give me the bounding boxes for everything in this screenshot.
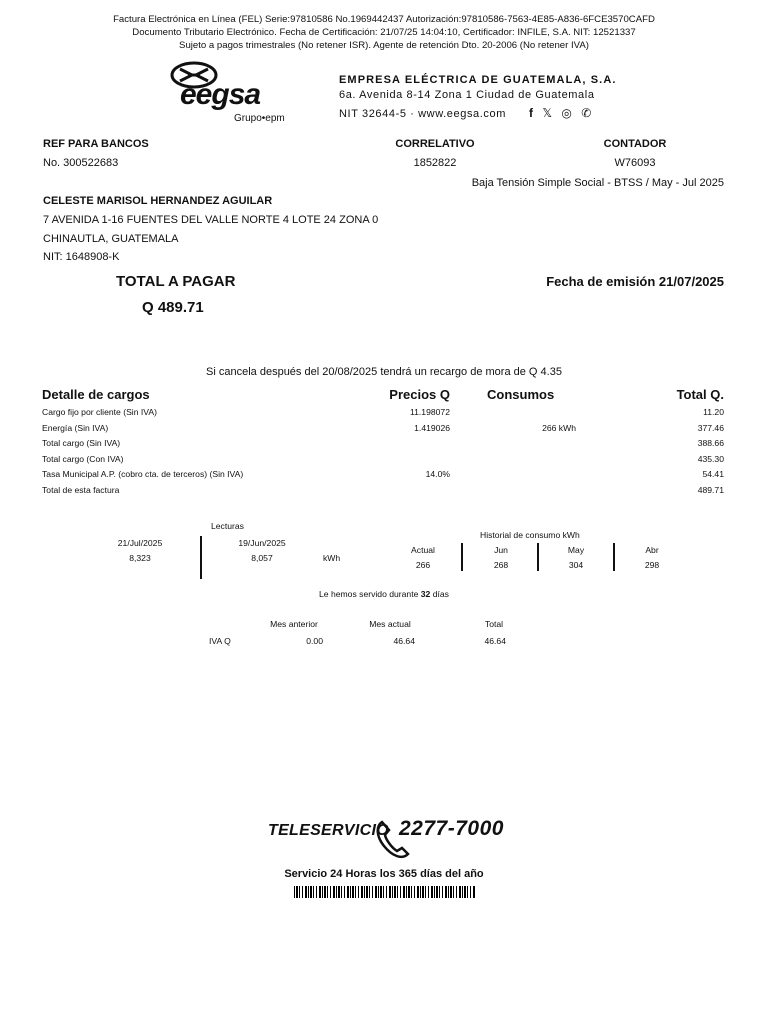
history-month-value: 304 bbox=[568, 560, 584, 570]
reading-value-current: 8,323 bbox=[129, 553, 151, 563]
eegsa-logo bbox=[166, 58, 290, 128]
table-row-label: Total de esta factura bbox=[42, 485, 120, 495]
table-row-label: Tasa Municipal A.P. (cobro cta. de terceros) (Sin IVA) bbox=[42, 469, 244, 479]
service-days-count: 32 bbox=[420, 589, 431, 599]
history-actual-value: 266 bbox=[415, 560, 431, 570]
history-divider bbox=[461, 543, 463, 571]
reading-unit: kWh bbox=[323, 553, 341, 563]
table-row-consumption: 266 kWh bbox=[542, 423, 576, 433]
history-actual-label: Actual bbox=[411, 545, 435, 555]
logo-wordmark: eegsa bbox=[180, 78, 261, 111]
history-divider bbox=[537, 543, 539, 571]
history-month-label: Abr bbox=[645, 545, 659, 555]
reading-date-current: 21/Jul/2025 bbox=[117, 538, 163, 548]
facebook-icon[interactable]: f bbox=[529, 106, 533, 120]
reading-value-previous: 8,057 bbox=[251, 553, 273, 563]
ref-value: No. 300522683 bbox=[43, 157, 119, 169]
table-row-price: 11.198072 bbox=[410, 407, 450, 417]
readings-divider bbox=[200, 536, 202, 579]
late-fee-notice: Si cancela después del 20/08/2025 tendrá un recargo de mora de Q 4.35 bbox=[206, 366, 562, 378]
table-row-label: Total cargo (Sin IVA) bbox=[42, 438, 121, 448]
iva-previous-value: 0.00 bbox=[306, 636, 323, 646]
customer-address: 7 AVENIDA 1-16 FUENTES DEL VALLE NORTE 4 LOTE 24 ZONA 0 bbox=[43, 214, 379, 226]
table-row-total: 489.71 bbox=[697, 485, 724, 495]
table-row-price: 14.0% bbox=[425, 469, 450, 479]
instagram-icon[interactable]: ◎ bbox=[561, 106, 572, 120]
table-row-total: 11.20 bbox=[703, 407, 724, 417]
contador-value: W76093 bbox=[614, 157, 656, 169]
tariff-period: Baja Tensión Simple Social - BTSS / May - Jul 2025 bbox=[471, 177, 724, 189]
table-row-label: Energía (Sin IVA) bbox=[42, 423, 109, 433]
history-month-value: 268 bbox=[493, 560, 509, 570]
teleservicio-phone[interactable]: 2277-7000 bbox=[399, 817, 504, 840]
barcode bbox=[294, 886, 476, 898]
history-title: Historial de consumo kWh bbox=[480, 530, 580, 540]
iva-current-value: 46.64 bbox=[393, 636, 415, 646]
contador-label: CONTADOR bbox=[603, 138, 667, 150]
company-nit-web: NIT 32644-5 · www.eegsa.com bbox=[339, 108, 507, 120]
iva-col-previous: Mes anterior bbox=[270, 619, 318, 629]
table-row-total: 54.41 bbox=[702, 469, 724, 479]
iva-total-value: 46.64 bbox=[484, 636, 506, 646]
service-days-suffix: días bbox=[432, 589, 449, 599]
charges-consumption-header: Consumos bbox=[487, 387, 555, 402]
whatsapp-icon[interactable]: ✆ bbox=[581, 106, 592, 120]
readings-title: Lecturas bbox=[211, 521, 244, 531]
charges-price-header: Precios Q bbox=[389, 387, 450, 402]
table-row-label: Total cargo (Con IVA) bbox=[42, 454, 124, 464]
correlativo-label: CORRELATIVO bbox=[395, 138, 475, 150]
table-row-price: 1.419026 bbox=[414, 423, 450, 433]
emission-date: Fecha de emisión 21/07/2025 bbox=[546, 274, 724, 289]
table-row-total: 377.46 bbox=[697, 423, 724, 433]
customer-nit: NIT: 1648908-K bbox=[43, 251, 120, 263]
charges-total-header: Total Q. bbox=[676, 387, 724, 402]
company-name: EMPRESA ELÉCTRICA DE GUATEMALA, S.A. bbox=[339, 74, 617, 86]
company-address: 6a. Avenida 8-14 Zona 1 Ciudad de Guatemala bbox=[339, 89, 595, 101]
ref-label: REF PARA BANCOS bbox=[43, 138, 149, 150]
table-row-total: 435.30 bbox=[697, 454, 724, 464]
social-icons bbox=[529, 106, 591, 120]
history-divider bbox=[613, 543, 615, 571]
iva-col-total: Total bbox=[484, 619, 504, 629]
charges-detail-header: Detalle de cargos bbox=[42, 387, 150, 402]
fel-header-line: Factura Electrónica en Línea (FEL) Serie:97810586 No.1969442437 Autorización:97810586-7563-4E85-A836-6FCE3570CAFD bbox=[113, 14, 655, 25]
correlativo-value: 1852822 bbox=[413, 157, 457, 169]
x-icon[interactable]: 𝕏 bbox=[542, 106, 553, 120]
table-row-total: 388.66 bbox=[697, 438, 724, 448]
service-days-text bbox=[0, 589, 768, 599]
history-month-label: Jun bbox=[494, 545, 508, 555]
history-month-value: 298 bbox=[644, 560, 660, 570]
teleservicio-label: TELESERVICIO bbox=[268, 822, 389, 839]
history-month-label: May bbox=[567, 545, 585, 555]
tax-header-line: Sujeto a pagos trimestrales (No retener ISR). Agente de retención Dto. 20-2006 (No retener IVA) bbox=[179, 40, 589, 51]
customer-city: CHINAUTLA, GUATEMALA bbox=[43, 233, 179, 245]
iva-row-label: IVA Q bbox=[209, 636, 231, 646]
dte-header-line: Documento Tributario Electrónico. Fecha de Certificación: 21/07/25 14:04:10, Certificador: INFILE, S.A. NIT: 12521337 bbox=[132, 27, 636, 38]
service-hours: Servicio 24 Horas los 365 días del año bbox=[284, 868, 484, 880]
table-row-label: Cargo fijo por cliente (Sin IVA) bbox=[42, 407, 157, 417]
total-label: TOTAL A PAGAR bbox=[116, 273, 236, 290]
iva-col-current: Mes actual bbox=[369, 619, 411, 629]
service-days-prefix: Le hemos servido durante bbox=[319, 589, 419, 599]
customer-name: CELESTE MARISOL HERNANDEZ AGUILAR bbox=[43, 195, 273, 207]
group-label: Grupo•epm bbox=[234, 113, 285, 124]
total-amount: Q 489.71 bbox=[142, 299, 204, 316]
reading-date-previous: 19/Jun/2025 bbox=[238, 538, 286, 548]
